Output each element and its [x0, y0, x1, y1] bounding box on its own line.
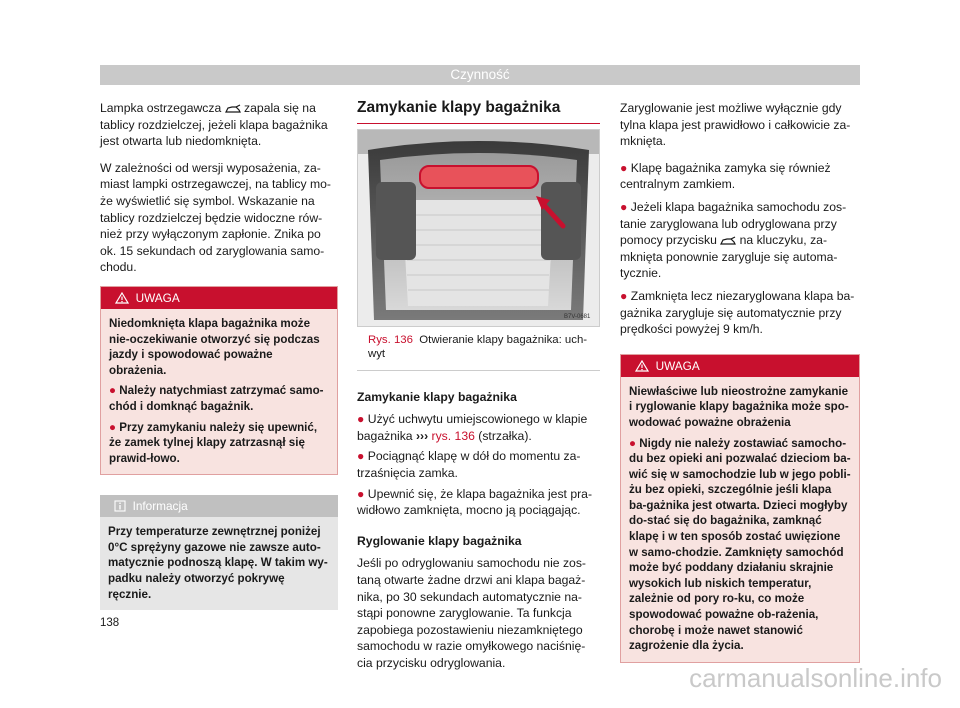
list-item: ● Należy natychmiast zatrzymać samo-chód i domknąć bagażnik. — [109, 384, 324, 413]
list-item: ● Jeżeli klapa bagażnika samochodu zos-tanie zaryglowana lub odryglowana przy pomocy przycisku na kluczyku, za-mknięta ponownie zarygluje się automa-tycznie. — [620, 199, 847, 281]
bullet-icon: ● — [357, 449, 365, 464]
car-trunk-key-icon — [720, 236, 736, 246]
info-body: Przy temperaturze zewnętrznej poniżej 0°C sprężyny gazowe nie zawsze auto-matycznie podnoszą klapę. W takim wy-padku należy otworzyć pokrywę ręcznie. — [100, 517, 338, 610]
subheading-closing: Zamykanie klapy bagażnika — [357, 389, 517, 404]
list-item: ● Użyć uchwytu umiejscowionego w klapie bagażnika ››› rys. 136 (strzałka). — [357, 412, 588, 443]
list-item: ● Pociągnąć klapę w dół do momentu za-trzaśnięcia zamka. — [357, 449, 581, 480]
car-trunk-open-icon — [225, 104, 241, 114]
page-number: 138 — [100, 617, 120, 629]
warning-header: UWAGA — [101, 287, 337, 309]
list-item: ● Zamknięta lecz niezaryglowana klapa ba-gażnika zarygluje się automatycznie przy prędkości powyżej 9 km/h. — [620, 288, 855, 337]
figure-caption: Rys. 136 Otwieranie klapy bagażnika: uch-wyt — [357, 333, 600, 371]
list-item: ● Upewnić się, że klapa bagażnika jest pra-widłowo zamknięta, mocno ją pociągając. — [357, 486, 592, 518]
info-box — [100, 495, 338, 610]
trunk-illustration — [358, 130, 599, 326]
warning-body: Niedomknięta klapa bagażnika może nie-oczekiwanie otworzyć się podczas jazdy i spowodować poważne obrażenia. ● Należy natychmiast zatrzymać samo-chód i domknąć bagażnik. ● Przy zamykaniu należy się upewnić, że zamek tylnej klapy zatrzasnął się prawid-łowo. — [101, 309, 337, 474]
figure-reference-link[interactable]: rys. 136 — [428, 428, 475, 443]
locking-paragraph: Jeśli po odryglowaniu samochodu nie zos-taną otwarte żadne drzwi ani klapa bagaż-nika, po 30 sekundach automatycznie na-stąpi ponowne zaryglowanie. Ta funkcja zapobiega pozostawieniu niezamkniętego samochodu w razie omyłkowego naciśnię-cia przycisku odryglowania. — [357, 556, 586, 670]
subheading-locking: Ryglowanie klapy bagażnika — [357, 533, 522, 548]
bullet-icon: ● — [629, 436, 637, 450]
figure-code: B7V-0681 — [564, 313, 591, 320]
column-middle — [357, 100, 600, 682]
warning-body: Niewłaściwe lub nieostrożne zamykanie i ryglowanie klapy bagażnika może spo-wodować poważne obrażenia ● Nigdy nie należy zostawiać samocho-du bez opieki ani pozwalać dzieciom ba-wić się w samochodzie lub w jego pobli-żu bez opieki, szczególnie jeśli klapa ba-gażnika jest otwarta. Dzieci mogłyby do-stać się do bagażnika, zamknąć klapę i w ten sposób zostać uwięzione w samo-chodzie. Zamknięty samochód może być poddany działaniu skrajnie wysokich lub niskich temperatur, zależnie od pory ro-ku, co może spowodować poważne ob-rażenia, chorobę i może nawet stanowić zagrożenie dla życia. — [621, 377, 859, 662]
section-title: Zamykanie klapy bagażnika — [357, 100, 600, 124]
warning-header: UWAGA — [621, 355, 859, 377]
display-symbol-paragraph: W zależności od wersji wyposażenia, za-miast lampki ostrzegawczej, na tablicy mo-że wyświetlić się symbol. Wskazanie na tablicy rozdzielczej będzie widoczne rów-nież przy wyłączonym zapłonie. Znika po ok. 15 sekundach od zaryglowania samo-chodu. — [100, 160, 331, 275]
warning-box — [100, 286, 338, 475]
watermark: carmanualsonline.info — [689, 663, 942, 693]
warning-triangle-icon — [635, 360, 649, 372]
page-header: Czynność — [100, 65, 860, 85]
figure-trunk-handle — [357, 129, 600, 327]
bullet-icon: ● — [620, 160, 628, 175]
list-item: ● Nigdy nie należy zostawiać samocho-du bez opieki ani pozwalać dzieciom ba-wić się w samochodzie lub w jego pobli-żu bez opieki, szczególnie jeśli klapa ba-gażnika jest otwarta. Dzieci mogłyby do-stać się do bagażnika, zamknąć klapę i w ten sposób zostać uwięzione w samo-chodzie. Zamknięty samochód może być poddany działaniu skrajnie wysokich lub niskich temperatur, zależnie od pory ro-ku, co może spowodować poważne ob-rażenia, chorobę i może nawet stanowić zagrożenie dla życia. — [629, 436, 851, 653]
warning-box — [620, 354, 860, 663]
warning-light-paragraph: Lampka ostrzegawcza zapala się na tablicy rozdzielczej, jeżeli klapa bagażnika jest otwarta lub niedomknięta. — [100, 101, 328, 149]
bullet-icon: ● — [620, 288, 628, 303]
list-item: ● Przy zamykaniu należy się upewnić, że zamek tylnej klapy zatrzasnął się prawid-łowo. — [109, 420, 318, 465]
info-icon — [114, 500, 126, 512]
column-left — [100, 100, 338, 610]
bullet-icon: ● — [357, 412, 365, 427]
warning-triangle-icon — [115, 292, 129, 304]
bullet-icon: ● — [357, 486, 365, 501]
bullet-icon: ● — [109, 384, 117, 398]
column-right — [620, 100, 860, 663]
bullet-icon: ● — [109, 420, 117, 434]
locking-condition-paragraph: Zaryglowanie jest możliwe wyłącznie gdy tylna klapa jest prawidłowo i całkowicie za-mknięta. — [620, 101, 851, 149]
info-header: Informacja — [100, 495, 338, 517]
list-item: ● Klapę bagażnika zamyka się również centralnym zamkiem. — [620, 160, 831, 192]
bullet-icon: ● — [620, 199, 628, 214]
